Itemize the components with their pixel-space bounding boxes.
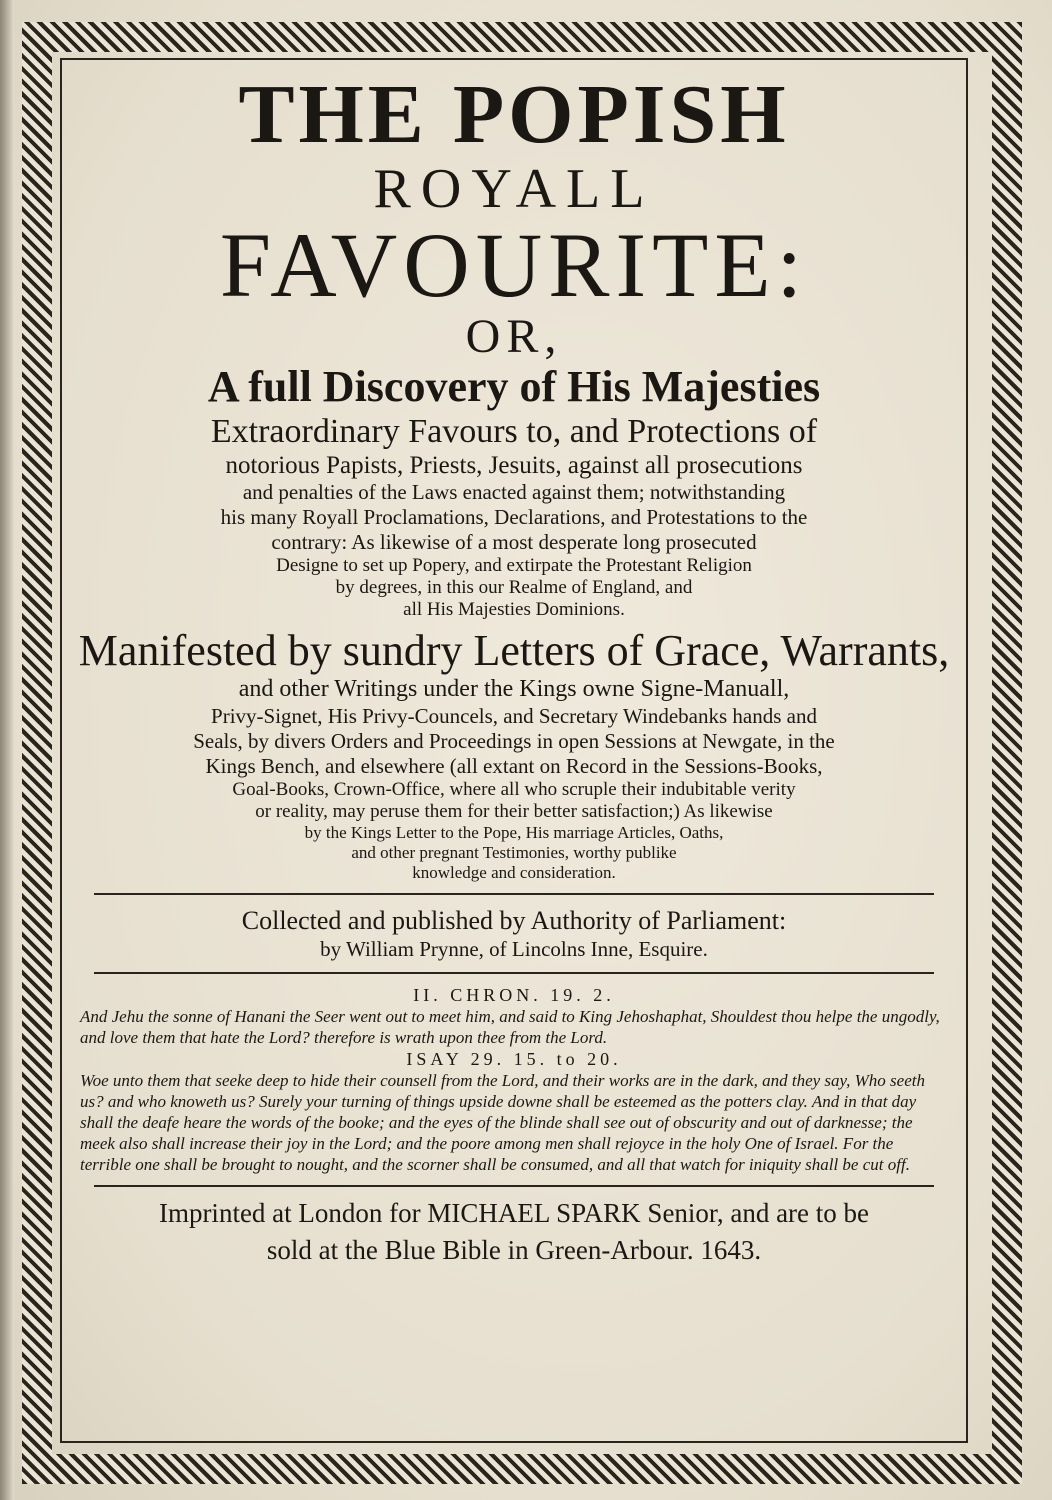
manifest-line-6: Goal-Books, Crown-Office, where all who scruple their indubitable verity [232, 779, 796, 800]
manifest-line-1: Manifested by sundry Letters of Grace, Warrants, [78, 626, 950, 675]
divider-rule [94, 1185, 934, 1187]
imprint-line-1: Imprinted at London for MICHAEL SPARK Senior, and are to be [158, 1198, 870, 1228]
subtitle-line-6: contrary: As likewise of a most desperate long prosecuted [271, 530, 757, 554]
manifest-line-3: Privy-Signet, His Privy-Councels, and Secretary Windebanks hands and [211, 704, 817, 728]
title-page-text [74, 64, 954, 1267]
divider-rule [94, 893, 934, 895]
title-line-or: OR, [465, 310, 563, 363]
title-line-3: FAVOURITE: [219, 214, 809, 316]
manifest-line-2: and other Writings under the Kings owne Signe-Manuall, [238, 676, 790, 702]
manifest-line-7: or reality, may peruse them for their better satisfaction;) As likewise [255, 801, 773, 822]
divider-rule [94, 972, 934, 974]
authority-line-2: by William Prynne, of Lincolns Inne, Esquire. [320, 937, 708, 961]
citation-text-1: And Jehu the sonne of Hanani the Seer went out to meet him, and said to King Jehoshaphat, Shouldest thou helpe the ungodly, and love them that hate the Lord? therefore is wrath upon thee from the Lord. [80, 1007, 940, 1047]
citation-reference-2: ISAY 29. 15. to 20. [406, 1049, 622, 1069]
manifest-line-4: Seals, by divers Orders and Proceedings in open Sessions at Newgate, in the [193, 729, 835, 753]
subtitle-line-1: A full Discovery of His Majesties [207, 362, 821, 411]
manifest-line-10: knowledge and consideration. [412, 863, 616, 882]
imprint-line-2: sold at the Blue Bible in Green-Arbour. 1643. [266, 1235, 762, 1265]
subtitle-line-2: Extraordinary Favours to, and Protections of [210, 413, 818, 450]
subtitle-line-8: by degrees, in this our Realme of England, and [335, 577, 693, 598]
subtitle-line-4: and penalties of the Laws enacted against them; notwithstanding [242, 480, 786, 504]
subtitle-line-5: his many Royall Proclamations, Declarations, and Protestations to the [220, 505, 808, 529]
subtitle-line-3: notorious Papists, Priests, Jesuits, against all prosecutions [225, 452, 803, 479]
citation-text-2: Woe unto them that seeke deep to hide their counsell from the Lord, and their works are in the dark, and they say, Who seeth us? and who knoweth us? Surely your turning of things upside downe shall be esteemed as the potters clay. And in that day shall the deafe heare the words of the booke; and the eyes of the blinde shall see out of obscurity and out of darknesse; the meek also shall increase their joy in the Lord; and the poore among men shall rejoyce in the holy One of Israel. For the terrible one shall be brought to nought, and the scorner shall be consumed, and all that watch for iniquity shall be cut off. [80, 1071, 925, 1174]
subtitle-line-9: all His Majesties Dominions. [403, 599, 625, 620]
manifest-line-8: by the Kings Letter to the Pope, His marriage Articles, Oaths, [304, 823, 724, 842]
citation-reference-1: II. CHRON. 19. 2. [413, 985, 615, 1005]
authority-line-1: Collected and published by Authority of Parliament: [241, 906, 787, 935]
subtitle-line-7: Designe to set up Popery, and extirpate the Protestant Religion [276, 555, 752, 576]
manifest-line-5: Kings Bench, and elsewhere (all extant on Record in the Sessions-Books, [205, 754, 823, 778]
manifest-line-9: and other pregnant Testimonies, worthy publike [351, 843, 677, 862]
title-line-2: ROYALL [373, 158, 655, 220]
book-spine-shadow [0, 0, 14, 1500]
title-line-1: THE POPISH [238, 68, 790, 161]
